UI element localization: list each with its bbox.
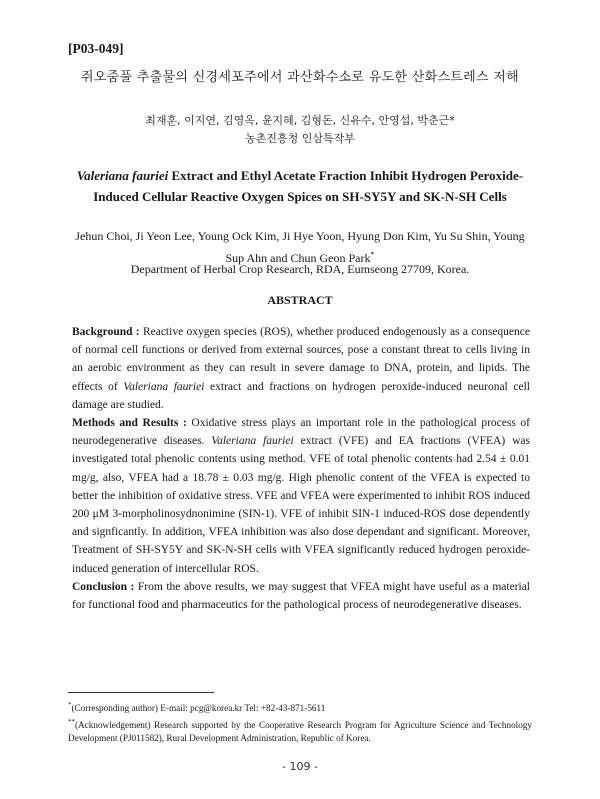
footnote-corresponding [68, 699, 532, 716]
abstract-body [72, 323, 530, 614]
methods-text-2: extract (VFE) and EA fractions (VFEA) was investigated total phenolic contents using method. VFE of total phenolic contents had 2.54 ± 0.01 mg/g, also, VFEA had a 18.78 ± 0.03 mg/g. High phenolic content of the VFEA is expected to better the inhibition of oxidative stress. VFE and VFEA were experimented to inhibit ROS induced 200 μM 3-morpholinosydnonimine (SIN-1). VFE of inhibit SIN-1 induced-ROS dose dependently and signficantly. In addition, VFEA inhibition was also dose dependant and significant. Moreover, Treatment of SH-SY5Y and SK-N-SH cells with VFEA significantly reduced hydrogen peroxide-induced generation of intercellular ROS. [72, 435, 531, 575]
footnotes [68, 699, 532, 746]
background-label: Background : [72, 326, 140, 338]
footnote-corresponding-mark: * [68, 701, 72, 709]
conclusion-text: From the above results, we may suggest that VFEA might have useful as a material for functional food and pharmaceutics for the pathological process of neurodegenerative diseases. [72, 580, 530, 612]
footnote-acknowledgement [68, 716, 532, 746]
conclusion-paragraph [72, 578, 530, 614]
english-authors [68, 227, 532, 267]
corresponding-mark: * [370, 249, 375, 259]
english-affiliation: Department of Herbal Crop Research, RDA, Eumseong 27709, Korea. [130, 262, 470, 276]
background-text-2: extract and fractions on hydrogen peroxide-induced neuronal cell damage are studied. [72, 380, 531, 411]
footnote-acknowledgement-mark: ** [68, 717, 75, 726]
background-paragraph [72, 323, 530, 414]
footnote-acknowledgement-text: (Acknowledgement) Research supported by the Cooperative Research Program for Agriculture Science and Technology Development (PJ011582), Rural Development Administration, Republic of Korea. [68, 719, 532, 744]
footnote-divider [68, 692, 214, 693]
methods-text-1: Oxidative stress plays an important role in the pathological process of neurodegenerative diseases. [72, 417, 530, 448]
english-authors-names: Jehun Choi, Ji Yeon Lee, Young Ock Kim, Ji Hye Yoon, Hyung Don Kim, Yu Su Shin, Young Sup Ahn and Chun Geon Park [75, 229, 525, 265]
background-species: Valeriana fauriei [123, 380, 205, 393]
page-number: - 109 - [282, 760, 318, 773]
conclusion-label: Conclusion : [72, 580, 135, 593]
english-title [68, 165, 532, 207]
english-title-species: Valeriana fauriei [76, 168, 169, 183]
abstract-heading: ABSTRACT [267, 293, 333, 307]
methods-species: Valeriana fauriei [211, 435, 294, 448]
korean-authors: 최재훈, 이지연, 김영옥, 윤지혜, 김형돈, 신유수, 안영섭, 박춘근* [145, 114, 455, 127]
methods-label: Methods and Results : [72, 417, 187, 430]
english-title-rest: Extract and Ethyl Acetate Fraction Inhibit Hydrogen Peroxide-Induced Cellular Reactive Oxygen Spices on SH-SY5Y and SK-N-SH Cells [93, 168, 524, 204]
background-text-1: Reactive oxygen species (ROS), whether produced endogenously as a consequence of normal cell functions or derived from external sources, pose a constant threat to cells living in an aerobic environment as they can result in severe damage to DNA, protein, and lipids. The effects of [72, 326, 530, 393]
paper-code: [P03-049] [68, 41, 124, 56]
footnote-corresponding-text: (Corresponding author) E-mail: pcg@korea.kr Tel: +82-43-871-5611 [71, 703, 326, 714]
methods-paragraph [72, 414, 530, 578]
korean-title: 쥐오줌풀 추출물의 신경세포주에서 과산화수소로 유도한 산화스트레스 저해 [80, 70, 520, 85]
korean-affiliation: 농촌진흥청 인삼특작부 [245, 132, 355, 145]
